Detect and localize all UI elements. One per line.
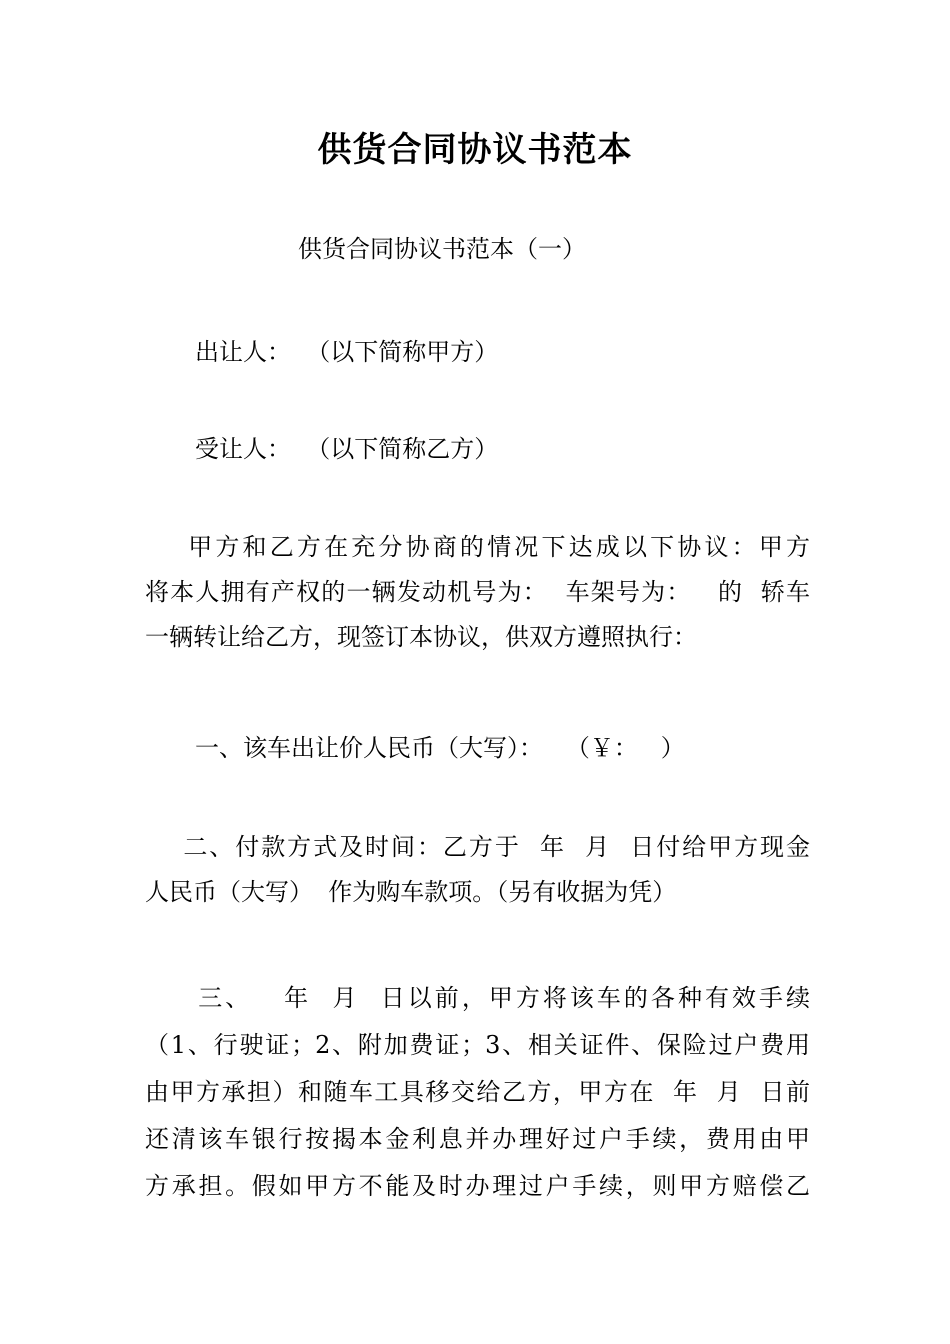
document-subtitle: 供货合同协议书范本（一） (298, 235, 586, 263)
paragraph-line: 还清该车银行按揭本金利息并办理好过户手续，费用由甲 (145, 1125, 810, 1153)
paragraph-line: 一辆转让给乙方，现签订本协议，供双方遵照执行： (145, 623, 697, 651)
document-title: 供货合同协议书范本 (317, 130, 633, 170)
clause-1-price: 一、该车出让价人民币（大写）： （￥： ） (195, 734, 685, 762)
paragraph-line: 甲方和乙方在充分协商的情况下达成以下协议：甲方 (145, 533, 810, 561)
clause-2-payment (145, 825, 810, 915)
paragraph-line: 三、 年 月 日以前，甲方将该车的各种有效手续 (145, 984, 810, 1012)
paragraph-line: （1、行驶证；2、附加费证；3、相关证件、保险过户费用 (145, 1031, 810, 1059)
agreement-intro-paragraph (145, 525, 810, 660)
paragraph-line: 将本人拥有产权的一辆发动机号为： 车架号为： 的 轿车 (145, 578, 810, 606)
paragraph-line: 二、付款方式及时间：乙方于 年 月 日付给甲方现金 (145, 833, 810, 861)
paragraph-line: 人民币（大写） 作为购车款项。（另有收据为凭） (145, 878, 677, 906)
paragraph-line: 方承担。假如甲方不能及时办理过户手续，则甲方赔偿乙 (145, 1172, 810, 1200)
clause-3-handover (145, 975, 810, 1210)
paragraph-line: 由甲方承担）和随车工具移交给乙方，甲方在 年 月 日前 (145, 1078, 810, 1106)
seller-line: 出让人： （以下简称甲方） (195, 338, 499, 366)
buyer-line: 受让人： （以下简称乙方） (195, 435, 499, 463)
